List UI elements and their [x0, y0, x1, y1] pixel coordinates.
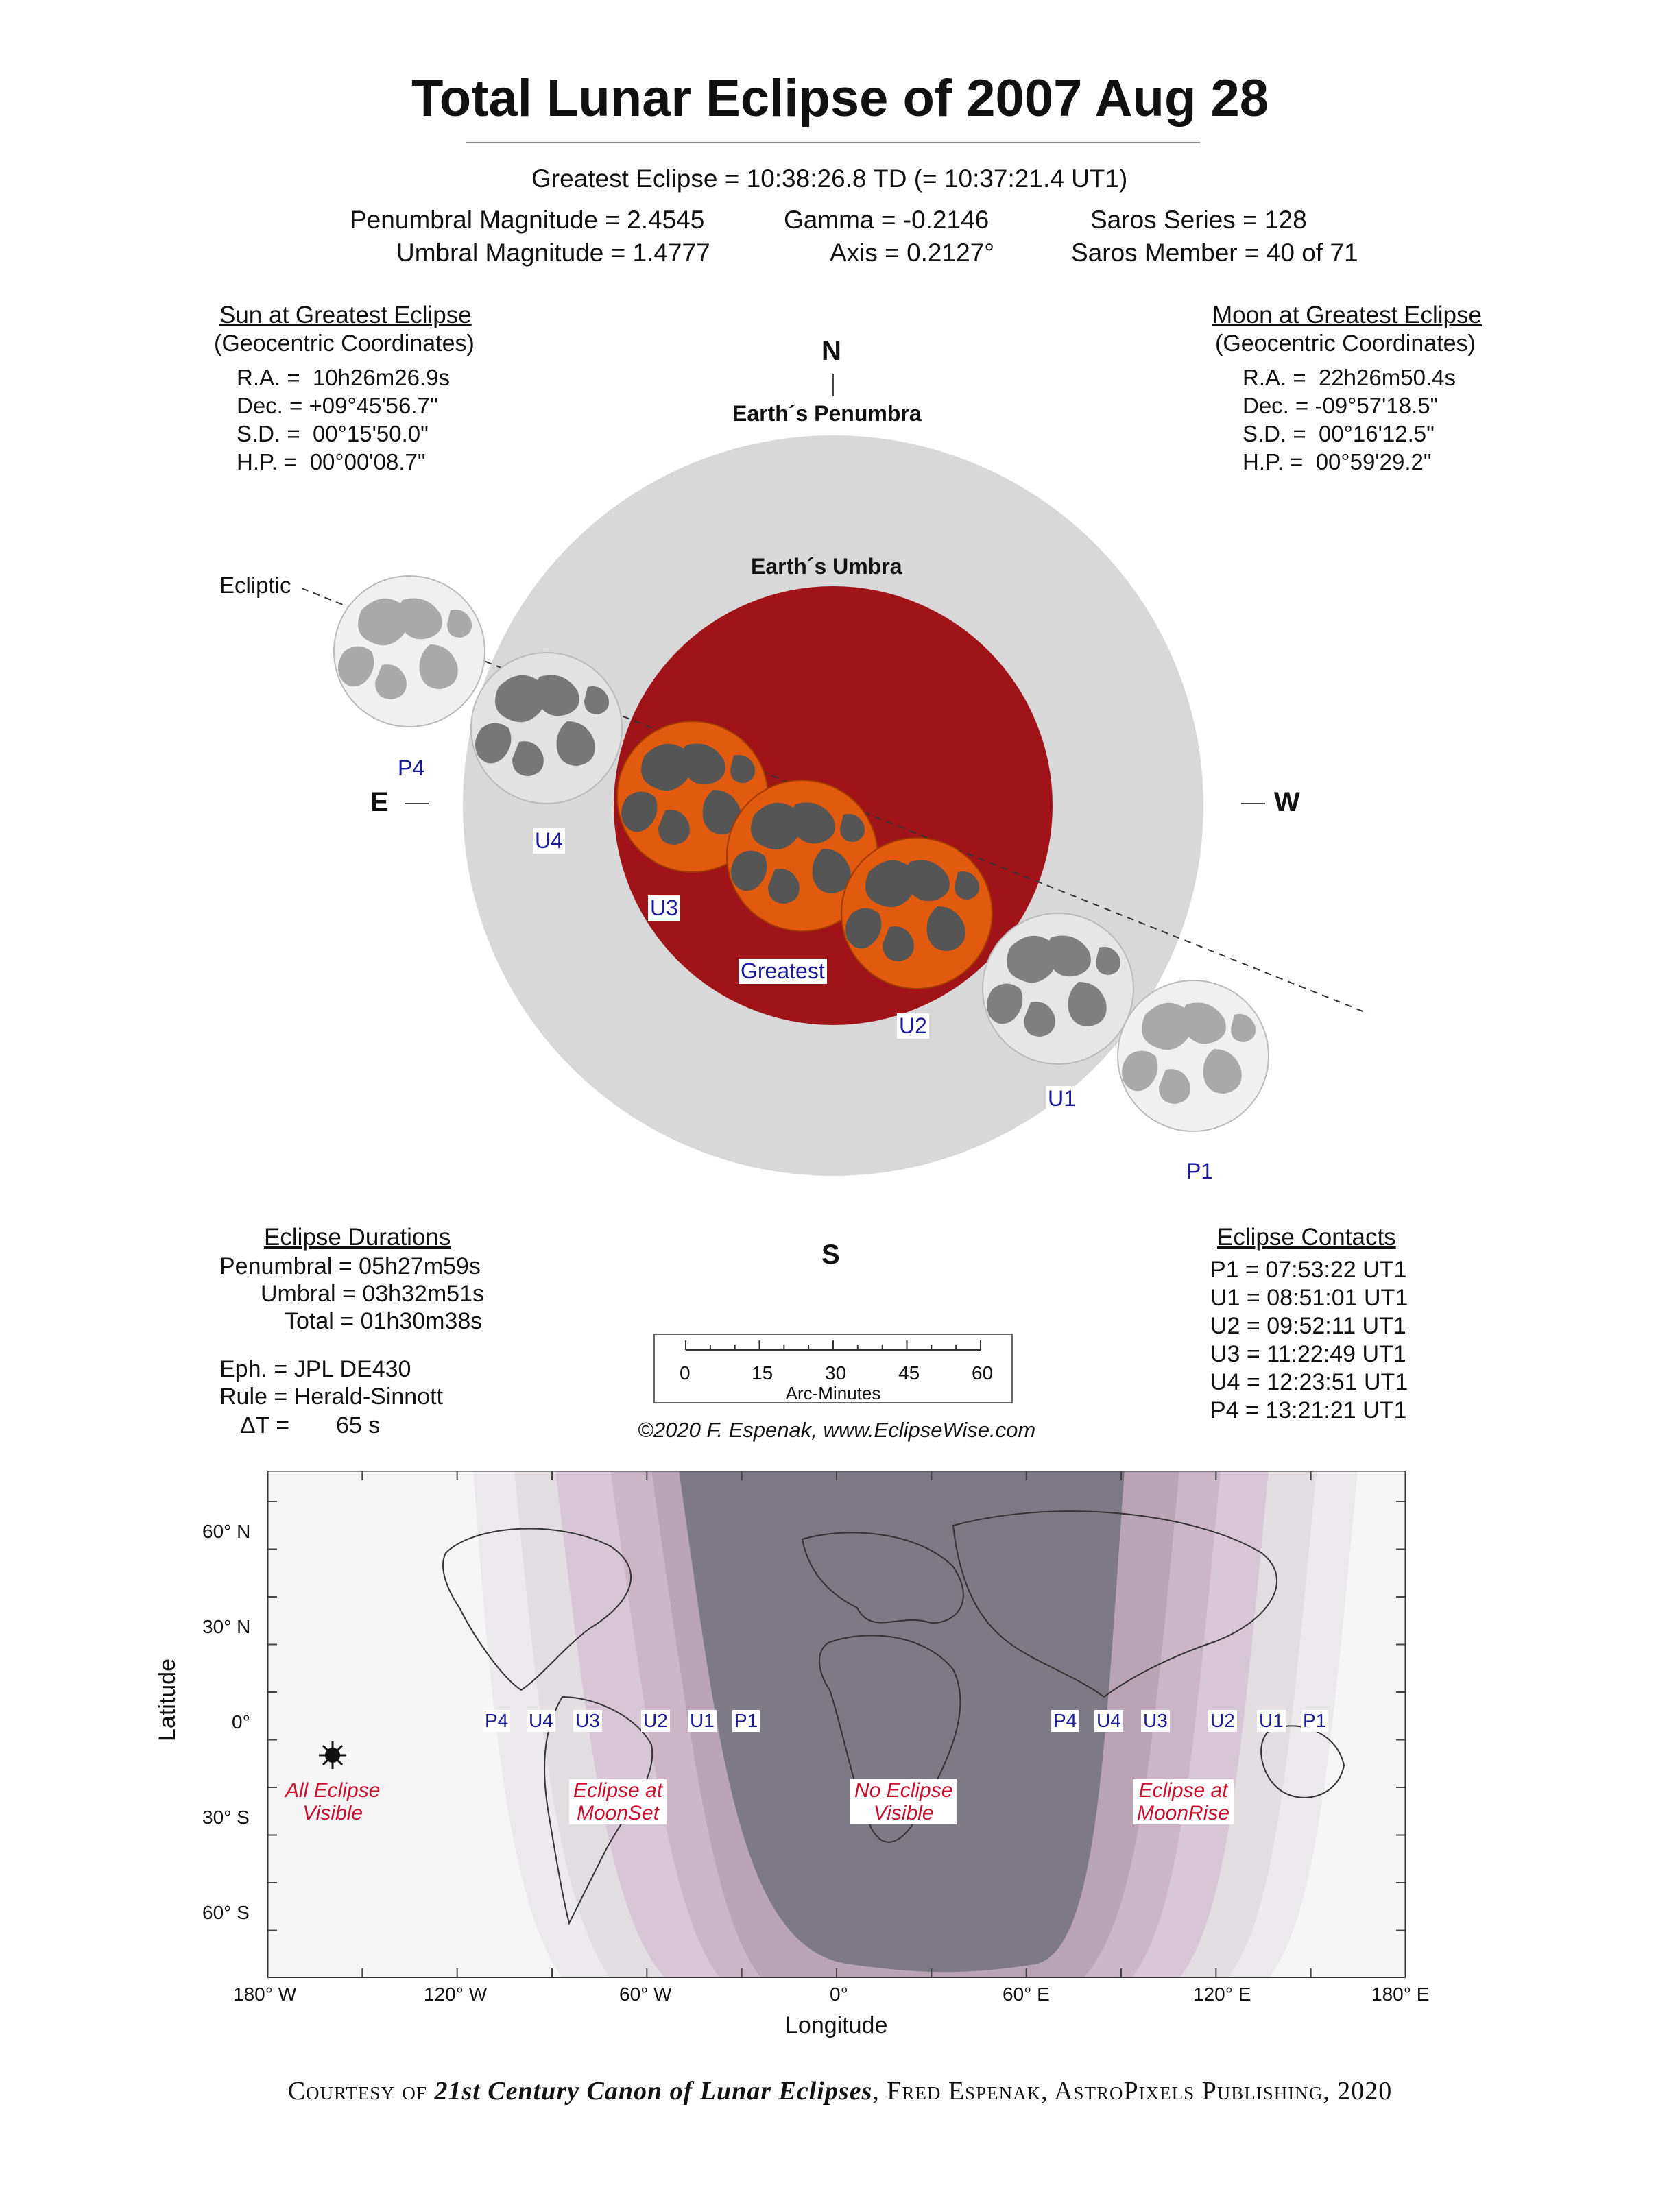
- region-moonset: [569, 1779, 667, 1824]
- lon-tick-120e: 120° E: [1193, 1984, 1251, 2005]
- map-west-p4: P4: [483, 1710, 510, 1732]
- sun-hp: H.P. = 00°00'08.7": [237, 449, 426, 474]
- region-all-line1: All Eclipse: [285, 1779, 381, 1802]
- penumbra-label: Earth´s Penumbra: [732, 401, 922, 426]
- scale-bar-box: [653, 1334, 1013, 1403]
- scale-tick-60: 60: [972, 1362, 994, 1384]
- credit-line: ©2020 F. Espenak, www.EclipseWise.com: [638, 1418, 1036, 1442]
- lat-tick-30n: 30° N: [202, 1616, 251, 1637]
- lon-tick-180w: 180° W: [233, 1984, 297, 2005]
- map-east-u1: U1: [1257, 1710, 1286, 1732]
- region-all-eclipse: [281, 1779, 384, 1824]
- map-west-u4: U4: [527, 1710, 555, 1732]
- region-moonset-line2: MoonSet: [577, 1802, 660, 1824]
- region-moonrise-line1: Eclipse at: [1138, 1779, 1228, 1802]
- footer-credit: [0, 2076, 1680, 2106]
- footer-post: , Fred Espenak, AstroPixels Publishing, 2020: [872, 2077, 1393, 2106]
- moon-sd: S.D. = 00°16'12.5": [1243, 421, 1435, 446]
- contact-u1: U1 = 08:51:01 UT1: [1210, 1285, 1408, 1311]
- map-east-p4: P4: [1051, 1710, 1079, 1732]
- sun-subheading: (Geocentric Coordinates): [214, 330, 475, 357]
- delta-t-label: ΔT =: [240, 1412, 290, 1438]
- scale-tick-0: 0: [680, 1362, 691, 1384]
- gamma-value: Gamma = -0.2146: [784, 206, 989, 234]
- sun-dec: Dec. = +09°45'56.7": [237, 393, 438, 418]
- page-title: Total Lunar Eclipse of 2007 Aug 28: [411, 69, 1269, 128]
- moon-p1: [1118, 980, 1269, 1131]
- east-label: E: [370, 787, 389, 817]
- map-west-p1: P1: [732, 1710, 760, 1732]
- west-label: W: [1274, 787, 1300, 817]
- duration-umbral: Umbral = 03h32m51s: [261, 1281, 485, 1307]
- contact-p1: P1 = 07:53:22 UT1: [1210, 1257, 1407, 1283]
- label-u4: U4: [533, 828, 565, 854]
- map-west-u3: U3: [573, 1710, 602, 1732]
- lat-tick-30s: 30° S: [202, 1807, 250, 1828]
- rule: Rule = Herald-Sinnott: [219, 1384, 444, 1410]
- contacts-list: [1210, 1256, 1408, 1425]
- saros-series: Saros Series = 128: [1090, 206, 1307, 234]
- lon-tick-60e: 60° E: [1003, 1984, 1050, 2005]
- region-moonrise: [1133, 1779, 1234, 1824]
- map-west-u2: U2: [641, 1710, 670, 1732]
- contact-p4: P4 = 13:21:21 UT1: [1210, 1397, 1407, 1423]
- saros-member: Saros Member = 40 of 71: [1071, 239, 1358, 267]
- label-p1: P1: [1184, 1159, 1215, 1184]
- label-u2: U2: [897, 1013, 929, 1039]
- sun-heading: Sun at Greatest Eclipse: [219, 302, 472, 328]
- ephemeris: Eph. = JPL DE430: [219, 1356, 411, 1382]
- map-west-u1: U1: [688, 1710, 717, 1732]
- ecliptic-label: Ecliptic: [219, 572, 291, 598]
- axis-value: Axis = 0.2127°: [830, 239, 995, 267]
- label-u1: U1: [1046, 1086, 1078, 1111]
- sun-sd: S.D. = 00°15'50.0": [237, 421, 429, 446]
- subsolar-sun-icon: [319, 1741, 346, 1769]
- moon-dec: Dec. = -09°57'18.5": [1243, 393, 1439, 418]
- region-none-line1: No Eclipse: [854, 1779, 953, 1802]
- moon-u1: [983, 913, 1133, 1064]
- region-all-line2: Visible: [302, 1802, 363, 1824]
- scale-tick-15: 15: [752, 1362, 773, 1384]
- contact-u2: U2 = 09:52:11 UT1: [1210, 1313, 1406, 1339]
- footer-pre: Courtesy of: [287, 2077, 435, 2106]
- region-no-eclipse: [850, 1779, 957, 1824]
- lon-tick-180e: 180° E: [1371, 1984, 1430, 2005]
- moon-subheading: (Geocentric Coordinates): [1215, 330, 1476, 357]
- contacts-heading: Eclipse Contacts: [1217, 1224, 1396, 1251]
- lat-tick-60s: 60° S: [202, 1902, 250, 1923]
- map-ylabel: Latitude: [154, 1659, 180, 1741]
- scale-tick-45: 45: [898, 1362, 920, 1384]
- moon-heading: Moon at Greatest Eclipse: [1212, 302, 1482, 328]
- moon-p4: [334, 576, 485, 727]
- contact-u4: U4 = 12:23:51 UT1: [1210, 1369, 1408, 1395]
- map-east-u2: U2: [1208, 1710, 1237, 1732]
- umbral-magnitude: Umbral Magnitude = 1.4777: [396, 239, 710, 267]
- region-none-line2: Visible: [873, 1802, 934, 1824]
- moon-hp: H.P. = 00°59'29.2": [1243, 449, 1432, 474]
- region-moonset-line1: Eclipse at: [573, 1779, 663, 1802]
- duration-penumbral: Penumbral = 05h27m59s: [219, 1253, 481, 1279]
- penumbral-magnitude: Penumbral Magnitude = 2.4545: [350, 206, 705, 234]
- moon-u4: [471, 653, 622, 804]
- map-east-u4: U4: [1094, 1710, 1123, 1732]
- south-label: S: [821, 1240, 840, 1270]
- greatest-eclipse-line: Greatest Eclipse = 10:38:26.8 TD (= 10:37:21.4 UT1): [531, 165, 1128, 193]
- label-greatest: Greatest: [739, 959, 827, 984]
- region-moonrise-line2: MoonRise: [1137, 1802, 1230, 1824]
- scale-tick-30: 30: [825, 1362, 847, 1384]
- map-east-u3: U3: [1141, 1710, 1170, 1732]
- label-u3: U3: [648, 895, 680, 921]
- north-label: N: [821, 336, 841, 366]
- moon-ra: R.A. = 22h26m50.4s: [1243, 365, 1456, 390]
- moon-u2: [841, 838, 992, 989]
- label-p4: P4: [396, 756, 427, 781]
- duration-total: Total = 01h30m38s: [285, 1308, 483, 1334]
- umbra-label: Earth´s Umbra: [751, 554, 902, 579]
- delta-t-value: 65 s: [336, 1412, 381, 1438]
- contact-u3: U3 = 11:22:49 UT1: [1210, 1341, 1406, 1367]
- sun-ra: R.A. = 10h26m26.9s: [237, 365, 450, 390]
- lon-tick-120w: 120° W: [424, 1984, 488, 2005]
- lon-tick-60w: 60° W: [619, 1984, 672, 2005]
- scale-bar-ruler: [655, 1335, 1011, 1362]
- lon-tick-0: 0°: [830, 1984, 848, 2005]
- map-xlabel: Longitude: [785, 2012, 888, 2038]
- scale-unit: Arc-Minutes: [785, 1383, 881, 1403]
- lat-tick-0: 0°: [232, 1711, 250, 1733]
- lat-tick-60n: 60° N: [202, 1521, 251, 1542]
- durations-heading: Eclipse Durations: [264, 1224, 451, 1251]
- map-east-p1: P1: [1301, 1710, 1328, 1732]
- footer-book: 21st Century Canon of Lunar Eclipses: [434, 2077, 873, 2106]
